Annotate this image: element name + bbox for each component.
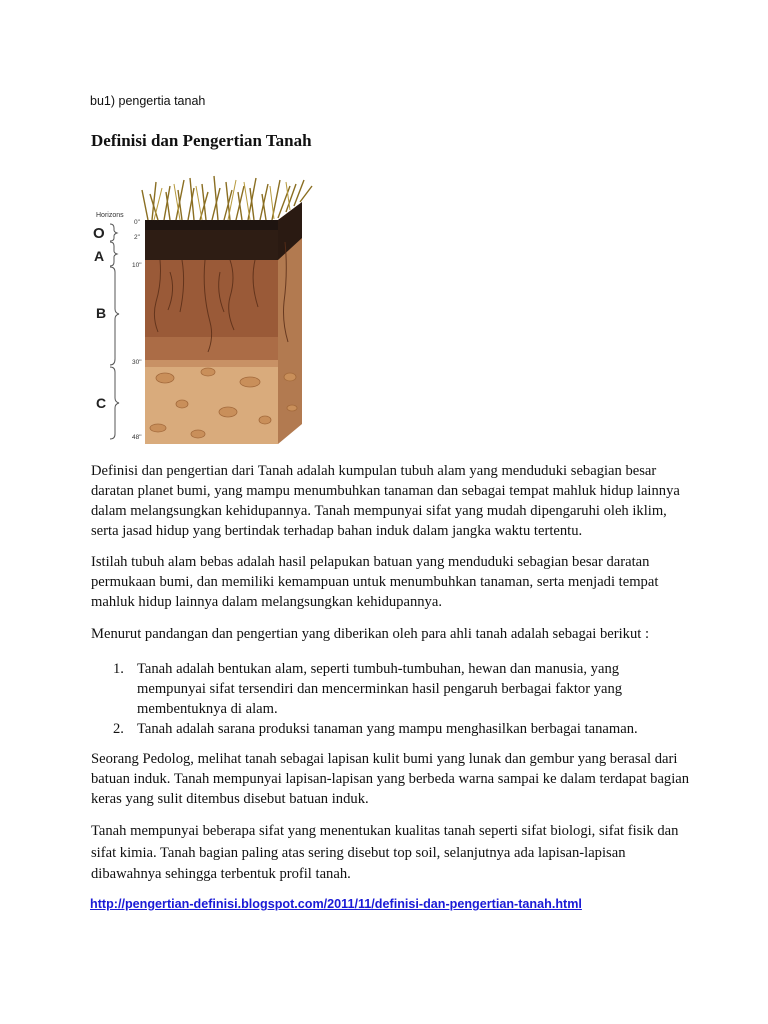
list-item: [91, 719, 681, 739]
header-line: bu1) pengertia tanah: [90, 94, 206, 108]
depth-2: 2": [134, 234, 140, 241]
paragraph-definition: Definisi dan pengertian dari Tanah adalah kumpulan tubuh alam yang menduduki sebagian besar daratan planet bumi, yang mampu menumbuhkan tanaman dan sebagai tempat mahluk hidup lainnya dalam melangsungkan kehidupannya. Tanah mempunyai sifat yang mudah dipengaruhi oleh iklim, serta jasad hidup yang bertindak terhadap bahan induk dalam jangka waktu tertentu.: [91, 463, 680, 539]
page-title: Definisi dan Pengertian Tanah: [91, 131, 312, 150]
soil-profile-figure: [90, 172, 330, 454]
depth-30: 30": [132, 359, 142, 366]
grass-highlights: [154, 180, 290, 220]
depth-marks: [132, 219, 142, 441]
horizon-label-b: B: [96, 305, 107, 321]
horizon-label-o: O: [93, 225, 105, 242]
horizon-brackets: [110, 224, 119, 439]
depth-0: 0": [134, 219, 140, 226]
source-link[interactable]: http://pengertian-definisi.blogspot.com/2011/11/definisi-dan-pengertian-tanah.html: [90, 897, 582, 911]
horizon-label-c: C: [96, 395, 107, 411]
depth-48: 48": [132, 434, 142, 441]
b-c-transition: [145, 337, 278, 367]
horizons-label: Horizons: [96, 212, 124, 219]
horizon-o-layer: [145, 220, 278, 230]
list-number: 1.: [113, 661, 124, 677]
list-item-text: Tanah adalah sarana produksi tanaman yang mampu menghasilkan berbagai tanaman.: [137, 721, 638, 737]
paragraph-sifat-tanah: Tanah mempunyai beberapa sifat yang menentukan kualitas tanah seperti sifat biologi, sifat fisik dan sifat kimia. Tanah bagian paling atas sering disebut top soil, selanjutnya ada lapisan-lapisan dibawahnya sehingga terbentuk profil tanah.: [91, 823, 679, 882]
horizon-label-a: A: [94, 248, 105, 264]
horizon-a-layer: [145, 230, 278, 260]
paragraph-pedolog: Seorang Pedolog, melihat tanah sebagai lapisan kulit bumi yang lunak dan gembur yang berasal dari batuan induk. Tanah mempunyai lapisan-lapisan yang berbeda warna sampai ke dalam terdapat bagian keras yang sulit ditembus disebut batuan induk.: [91, 751, 690, 807]
list-item-text: Tanah adalah bentukan alam, seperti tumbuh-tumbuhan, hewan dan manusia, yang mempunyai sifat tersendiri dan mencerminkan hasil pengaruh berbagai faktor yang membentuknya di alam.: [137, 661, 623, 717]
definition-list: [91, 659, 681, 739]
list-number: 2.: [113, 721, 124, 737]
list-item: [91, 659, 681, 719]
soil-profile-illustration: [90, 172, 330, 454]
paragraph-tubuh-alam: Istilah tubuh alam bebas adalah hasil pelapukan batuan yang menduduki sebagian besar daratan permukaan bumi, dan memiliki kemampuan untuk menumbuhkan tanaman, serta menjadi tempat mahluk hidup lainnya dalam melangsungkan kehidupannya.: [91, 554, 659, 610]
depth-10: 10": [132, 262, 142, 269]
paragraph-menurut-ahli: Menurut pandangan dan pengertian yang diberikan oleh para ahli tanah adalah sebagai berikut :: [91, 626, 649, 642]
